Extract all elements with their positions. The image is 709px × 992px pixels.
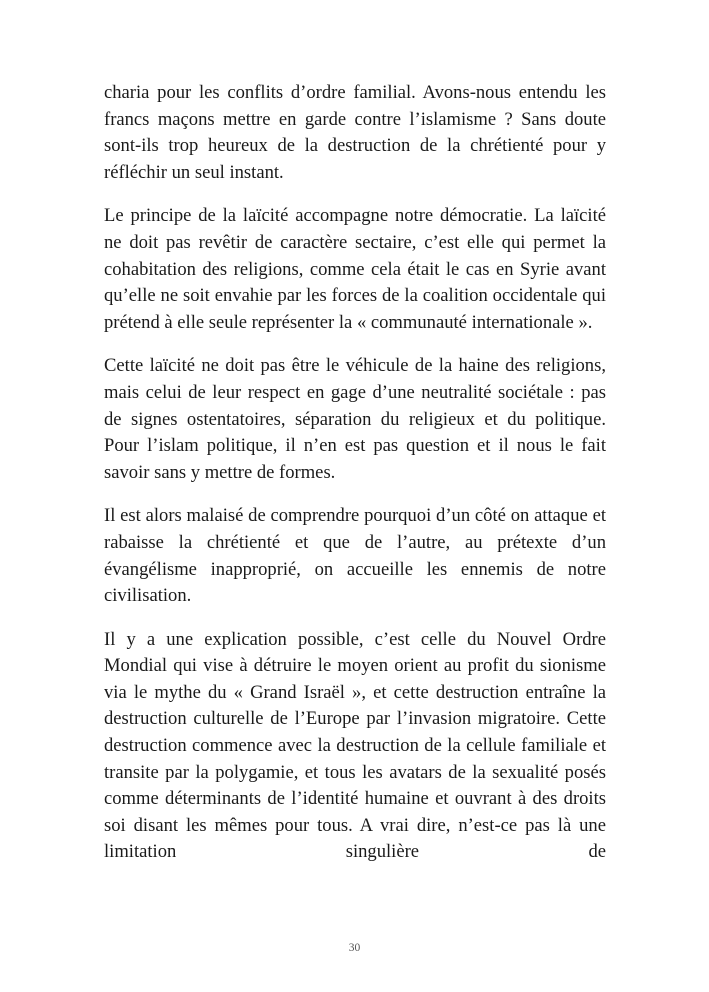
page-number: 30 bbox=[348, 942, 361, 954]
body-text bbox=[104, 80, 606, 866]
paragraph-5: Il y a une explication possible, c’est celle du Nouvel Ordre Mondial qui vise à détruire le moyen orient au profit du sionisme via le mythe du « Grand Israël », et cette destruction entraîne la destruction culturelle de l’Europe par l’invasion migratoire. Cette destruction commence avec la destruction de la cellule familiale et transite par la polygamie, et tous les avatars de la sexualité posés comme déterminants de l’identité humaine et ouvrant à des droits soi disant les mêmes pour tous. A vrai dire, n’est-ce pas là une limitation singulière de bbox=[104, 628, 606, 863]
paragraph-2: Le principe de la laïcité accompagne notre démocratie. La laïcité ne doit pas revêtir de caractère sectaire, c’est elle qui permet la cohabitation des religions, comme cela était le cas en Syrie avant qu’elle ne soit envahie par les forces de la coalition occidentale qui prétend à elle seule représenter la « communauté internationale ». bbox=[104, 205, 606, 333]
paragraph-3: Cette laïcité ne doit pas être le véhicule de la haine des religions, mais celui de leur respect en gage d’une neutralité sociétale : pas de signes ostentatoires, séparation du religieux et du politique. Pour l’islam politique, il n’en est pas question et il nous le fait savoir sans y mettre de formes. bbox=[104, 355, 606, 483]
paragraph-4: Il est alors malaisé de comprendre pourquoi d’un côté on attaque et rabaisse la chrétienté et que de l’autre, au prétexte d’un évangélisme inapproprié, on accueille les ennemis de notre civilisation. bbox=[104, 505, 606, 607]
paragraph-1: charia pour les conflits d’ordre familial. Avons-nous entendu les francs maçons mettre en garde contre l’islamisme ? Sans doute sont-ils trop heureux de la destruction de la chrétienté pour y réfléchir un seul instant. bbox=[104, 82, 606, 183]
